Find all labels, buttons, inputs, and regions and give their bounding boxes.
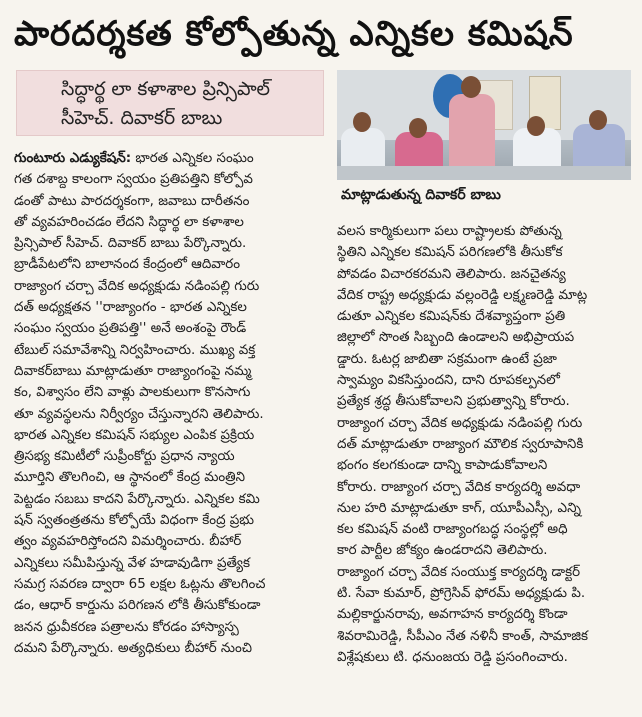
article-line: ఎన్నికలు సమీపిస్తున్న వేళ హడావుడిగా ప్రత్యేక <box>14 555 250 571</box>
article-line: సంఘం స్వయం ప్రతిపత్తి'' అనే అంశంపై రౌండ్ <box>14 321 247 337</box>
article-line: దివాకర్‌బాబు మాట్లాడుతూ రాజ్యాంగంపై నమ్మ <box>14 363 252 379</box>
event-photo <box>337 70 631 180</box>
article-line: కార పార్టీల జోక్యం ఉండరాదని తెలిపారు. <box>337 543 548 559</box>
article-line: వలస కార్మికులుగా పలు రాష్ట్రాలకు పోతున్న <box>337 224 562 239</box>
article-line: ప్రిన్సిపాల్ సీహెచ్. దివాకర్ బాబు పేర్కొన్నారు. <box>14 236 247 252</box>
article-line: పోవడం విచారకరమని తెలిపారు. జనచైతన్య <box>337 266 566 282</box>
article-line: దత్ అధ్యక్షతన ''రాజ్యాంగం - భారత ఎన్నికల <box>14 300 247 316</box>
article-line: భారత ఎన్నికల కమిషన్ సభ్యుల ఎంపిక ప్రక్రియ <box>14 427 255 443</box>
article-line: త్రిసభ్య కమిటీలో సుప్రీంకోర్టు ప్రధాన న్యాయ <box>14 449 235 465</box>
article-line: దత్ మాట్లాడుతూ రాజ్యాంగ మౌలిక స్వరూపానికి <box>337 436 584 452</box>
article-line: ప్రత్యేక శ్రద్ధ తీసుకోవాలని ప్రభుత్వాన్ని కోరారు. <box>337 394 570 410</box>
article-line: స్వామ్యం వికసిస్తుందని, దాని రూపకల్పనలో <box>337 373 560 389</box>
photo-caption: మాట్లాడుతున్న దివాకర్ బాబు <box>341 187 501 203</box>
article-line: స్థితిని ఎన్నికల కమిషన్ పరిగణలోకి తీసుకోక <box>337 245 563 261</box>
article-line: త్వం వ్యవహరిస్తోందని విమర్శించారు. బీహార్ <box>14 534 242 550</box>
article-column-right <box>337 221 633 668</box>
article-line: సమగ్ర సవరణ ద్వారా 65 లక్షల ఓట్లను తొలగించ <box>14 576 266 592</box>
article-line: డంతో పాటు పారదర్శకంగా, జవాబు దారీతనం <box>14 193 250 209</box>
subheadline-line-2: సీహెచ్. దివాకర్ బాబు <box>61 107 223 129</box>
article-line: మూర్తిని తొలగించి, ఆ స్థానంలో కేంద్ర మంత్రిని <box>14 470 246 486</box>
article-line: నుల హరి మాట్లాడుతూ కాగ్, యూపీఎస్సీ, ఎన్ని <box>337 500 582 516</box>
article-line: కల కమిషన్ వంటి రాజ్యాంగబద్ధ సంస్థల్లో అధి <box>337 522 568 538</box>
article-line: డం, ఆధార్ కార్డును పరిగణన లోకి తీసుకోకుండా <box>14 598 261 614</box>
article-line: మల్లికార్జునరావు, అవగాహన కార్యదర్శి కొండా <box>337 607 568 623</box>
article-line: జనన ధ్రువీకరణ పత్రాలను కోరడం హాస్యాస్ప <box>14 619 239 635</box>
article-line: భంగం కలగకుండా దాన్ని కాపాడుకోవాలని <box>337 458 548 474</box>
article-line: రాజ్యాంగ చర్చా వేదిక సంయుక్త కార్యదర్శి డాక్టర్ <box>337 564 581 580</box>
article-line: జిల్లాలో సొంత సిబ్బంది ఉండాలని అభిప్రాయప <box>337 330 575 346</box>
article-line: తో వ్యవహరించడం లేదని సిద్ధార్థ లా కళాశాల <box>14 214 244 230</box>
headline: పారదర్శకత కోల్పోతున్న ఎన్నికల కమిషన్ <box>14 14 574 54</box>
article-line: కోరారు. రాజ్యాంగ చర్చా వేదిక కార్యదర్శి అవధా <box>337 479 581 495</box>
article-line: గత దశాబ్ద కాలంగా స్వయం ప్రతిపత్తిని కోల్పోవ <box>14 172 253 188</box>
article-line: రాజ్యాంగ చర్చా వేదిక అధ్యక్షుడు నడింపల్లి గురు <box>14 278 260 294</box>
article-line: కం, విశ్వాసం లేని వాళ్లు పాలకులుగా కొనసాగు <box>14 385 251 401</box>
subheadline-line-1: సిద్ధార్థ లా కళాశాల ప్రిన్సిపాల్ <box>61 78 271 100</box>
article-line: వేదిక రాష్ట్ర అధ్యక్షుడు వల్లంరెడ్డి లక్ష్మణరెడ్డి మాట్ల <box>337 287 588 303</box>
article-line: శివరామిరెడ్డి, సీపీఎం నేత నళినీ కాంత్, సామాజిక <box>337 628 589 644</box>
article-line: దమని పేర్కొన్నారు. అత్యధికులు బీహార్ నుంచి <box>14 640 253 656</box>
article-line: డుతూ ఎన్నికల కమిషన్‌కు దేశవ్యాప్తంగా ప్రతి <box>337 309 566 325</box>
article-line: తూ వ్యవస్థలను నిర్వీర్యం చేస్తున్నారని తెలిపారు. <box>14 406 264 422</box>
article-line: పెట్టడం సబబు కాదని పేర్కొన్నారు. ఎన్నికల కమి <box>14 491 260 507</box>
article-line: డ్డారు. ఓటర్ల జాబితా సక్రమంగా ఉంటే ప్రజా <box>337 351 557 367</box>
article-line: షన్ స్వతంత్రతను కోల్పోయే విధంగా కేంద్ర ప్రభు <box>14 513 254 529</box>
article-column-left <box>14 148 320 659</box>
article-line: విశ్లేషకులు టి. ధనుంజయ రెడ్డి ప్రసంగించారు. <box>337 649 568 665</box>
article-line: గుంటూరు ఎడ్యుకేషన్: భారత ఎన్నికల సంఘం <box>14 151 254 166</box>
subheadline-box <box>16 70 324 136</box>
dateline: గుంటూరు ఎడ్యుకేషన్: <box>14 151 132 166</box>
article-line: రాజ్యాంగ చర్చా వేదిక అధ్యక్షుడు నడింపల్లి గురు <box>337 415 583 431</box>
article-line: టి. సేవా కుమార్, ప్రోగ్రెసివ్ ఫోరమ్ అధ్యక్షుడు పి. <box>337 586 586 602</box>
article-line: బ్రాడీపేటలోని బాలానంద కేంద్రంలో ఆదివారం <box>14 257 241 273</box>
article-line: టేబుల్ సమావేశాన్ని నిర్వహించారు. ముఖ్య వక్త <box>14 342 256 358</box>
